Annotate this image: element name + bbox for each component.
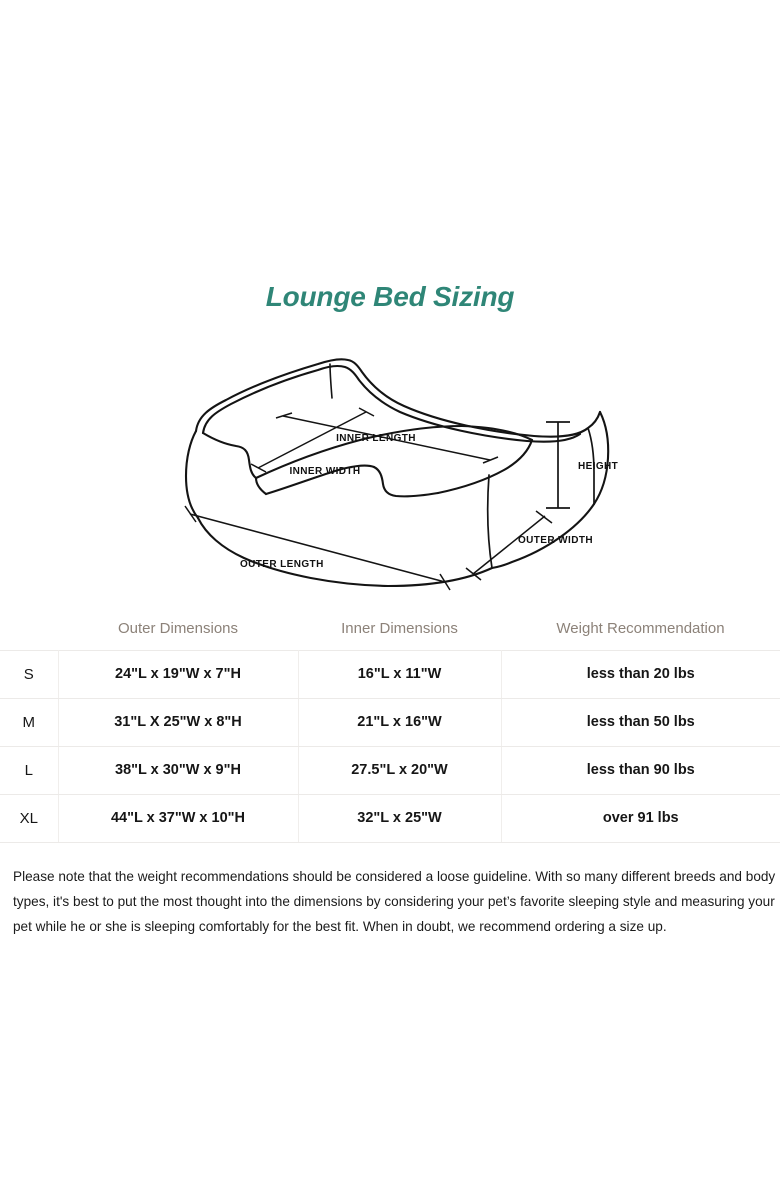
cell-outer-dimensions: 31"L X 25"W x 8"H xyxy=(58,698,298,746)
inner-length-label: INNER LENGTH xyxy=(336,433,416,444)
cell-outer-dimensions: 38"L x 30"W x 9"H xyxy=(58,746,298,794)
cell-weight-recommendation: less than 90 lbs xyxy=(501,746,780,794)
column-header-weight-recommendation: Weight Recommendation xyxy=(556,620,725,638)
cell-size: S xyxy=(0,650,58,698)
inner-width-label: INNER WIDTH xyxy=(289,466,361,477)
bed-outline xyxy=(186,359,608,586)
cell-size: M xyxy=(0,698,58,746)
cell-size: XL xyxy=(0,794,58,842)
bed-diagram-svg xyxy=(0,336,780,592)
cell-inner-dimensions: 32"L x 25"W xyxy=(298,794,501,842)
cell-weight-recommendation: less than 50 lbs xyxy=(501,698,780,746)
cell-weight-recommendation: over 91 lbs xyxy=(501,794,780,842)
cell-inner-dimensions: 21"L x 16"W xyxy=(298,698,501,746)
outer-length-label: OUTER LENGTH xyxy=(240,559,324,570)
cell-size: L xyxy=(0,746,58,794)
height-label: HEIGHT xyxy=(578,461,619,472)
table-row xyxy=(0,794,780,842)
cell-outer-dimensions: 44"L x 37"W x 10"H xyxy=(58,794,298,842)
sizing-table-body xyxy=(0,650,780,842)
table-row xyxy=(0,698,780,746)
table-header-row xyxy=(0,608,780,650)
cell-outer-dimensions: 24"L x 19"W x 7"H xyxy=(58,650,298,698)
table-row xyxy=(0,650,780,698)
cell-inner-dimensions: 16"L x 11"W xyxy=(298,650,501,698)
table-row xyxy=(0,746,780,794)
page-title: Lounge Bed Sizing xyxy=(265,281,515,312)
outer-width-label: OUTER WIDTH xyxy=(518,535,593,546)
sizing-table-head xyxy=(0,608,780,650)
bed-diagram xyxy=(0,336,780,592)
sizing-disclaimer-text: Please note that the weight recommendations should be considered a loose guideline. With so many different breeds and body types, it's best to put the most thought into the dimensions by considering your pet’s favorite sleeping style and measuring your pet while he or she is sleeping comfortably for the best fit. When in doubt, we recommend ordering a size up. xyxy=(13,868,776,934)
column-header-size xyxy=(0,608,58,650)
column-header-outer-dimensions: Outer Dimensions xyxy=(117,620,239,638)
sizing-table xyxy=(0,608,780,843)
cell-inner-dimensions: 27.5"L x 20"W xyxy=(298,746,501,794)
column-header-inner-dimensions: Inner Dimensions xyxy=(341,620,458,638)
cell-weight-recommendation: less than 20 lbs xyxy=(501,650,780,698)
